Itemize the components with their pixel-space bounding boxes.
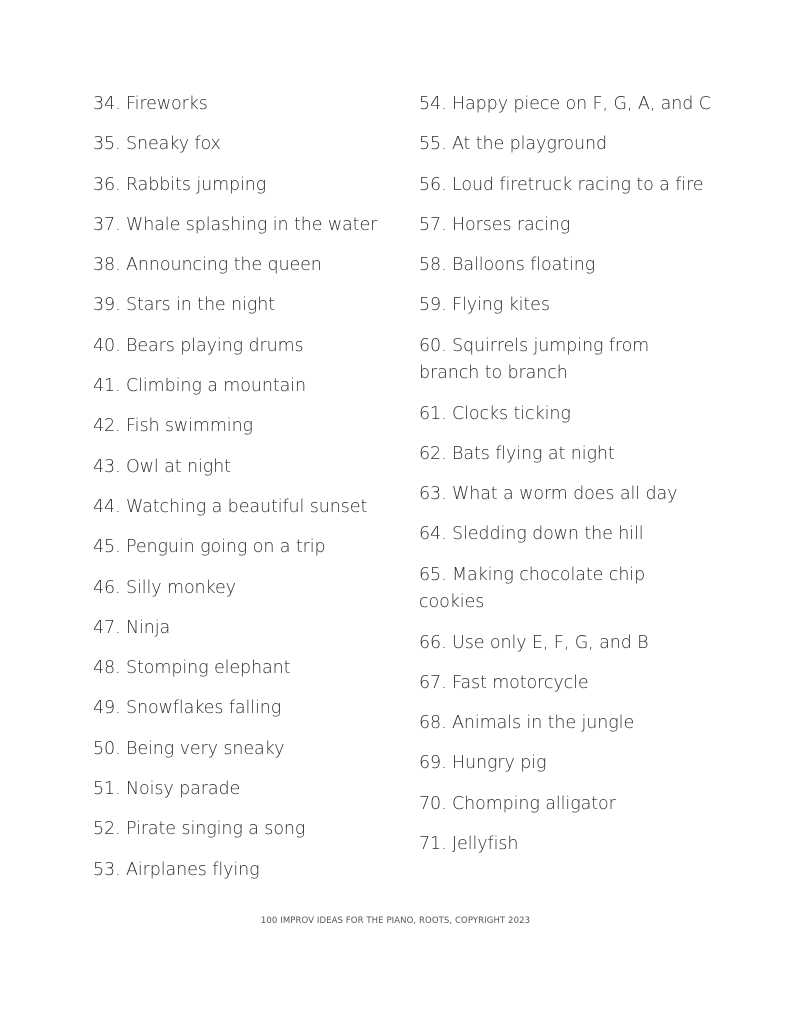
list-item: 48. Stomping elephant	[93, 658, 291, 679]
list-item: 61. Clocks ticking	[419, 403, 571, 424]
list-item: 68. Animals in the jungle	[419, 713, 635, 734]
list-item: 63. What a worm does all day	[419, 484, 678, 505]
list-item: 62. Bats flying at night	[419, 443, 615, 464]
list-item: 52. Pirate singing a song	[93, 819, 306, 840]
list-item: 47. Ninja	[93, 617, 171, 638]
list-item: 67. Fast motorcycle	[419, 672, 589, 693]
list-item: 59. Flying kites	[419, 295, 550, 316]
list-item: 43. Owl at night	[93, 456, 231, 477]
list-item: 46. Silly monkey	[93, 577, 236, 598]
list-item: 65. Making chocolate chip cookies	[419, 564, 646, 613]
list-item: 57. Horses racing	[419, 214, 571, 235]
left-idea-list	[93, 91, 393, 897]
right-idea-list	[419, 91, 719, 871]
page-footer: 100 IMPROV IDEAS FOR THE PIANO, ROOTS, COPYRIGHT 2023	[260, 916, 531, 926]
list-item: 45. Penguin going on a trip	[93, 537, 326, 558]
list-item: 70. Chomping alligator	[419, 793, 616, 814]
list-item: 54. Happy piece on F, G, A, and C	[419, 94, 711, 114]
list-item: 51. Noisy parade	[93, 779, 241, 800]
list-item: 66. Use only E, F, G, and B	[419, 632, 649, 653]
list-item: 41. Climbing a mountain	[93, 376, 306, 397]
list-item: 56. Loud firetruck racing to a fire	[419, 174, 704, 195]
list-item: 71. Jellyfish	[419, 834, 519, 855]
list-item: 39. Stars in the night	[93, 295, 275, 316]
list-item: 44. Watching a beautiful sunset	[93, 496, 368, 517]
list-item: 53. Airplanes flying	[93, 859, 260, 880]
list-item: 50. Being very sneaky	[93, 738, 285, 759]
list-item: 37. Whale splashing in the water	[93, 214, 378, 235]
list-item: 69. Hungry pig	[419, 753, 547, 774]
list-item: 34. Fireworks	[93, 94, 208, 114]
list-item: 36. Rabbits jumping	[93, 174, 267, 195]
list-item: 35. Sneaky fox	[93, 134, 221, 155]
list-item: 64. Sledding down the hill	[419, 524, 644, 545]
list-item: 60. Squirrels jumping from branch to branch	[419, 335, 650, 384]
list-item: 49. Snowflakes falling	[93, 698, 282, 719]
list-item: 40. Bears playing drums	[93, 335, 304, 356]
list-item: 58. Balloons floating	[419, 255, 596, 276]
list-item: 38. Announcing the queen	[93, 255, 322, 276]
list-item: 55. At the playground	[419, 134, 608, 155]
list-item: 42. Fish swimming	[93, 416, 253, 437]
